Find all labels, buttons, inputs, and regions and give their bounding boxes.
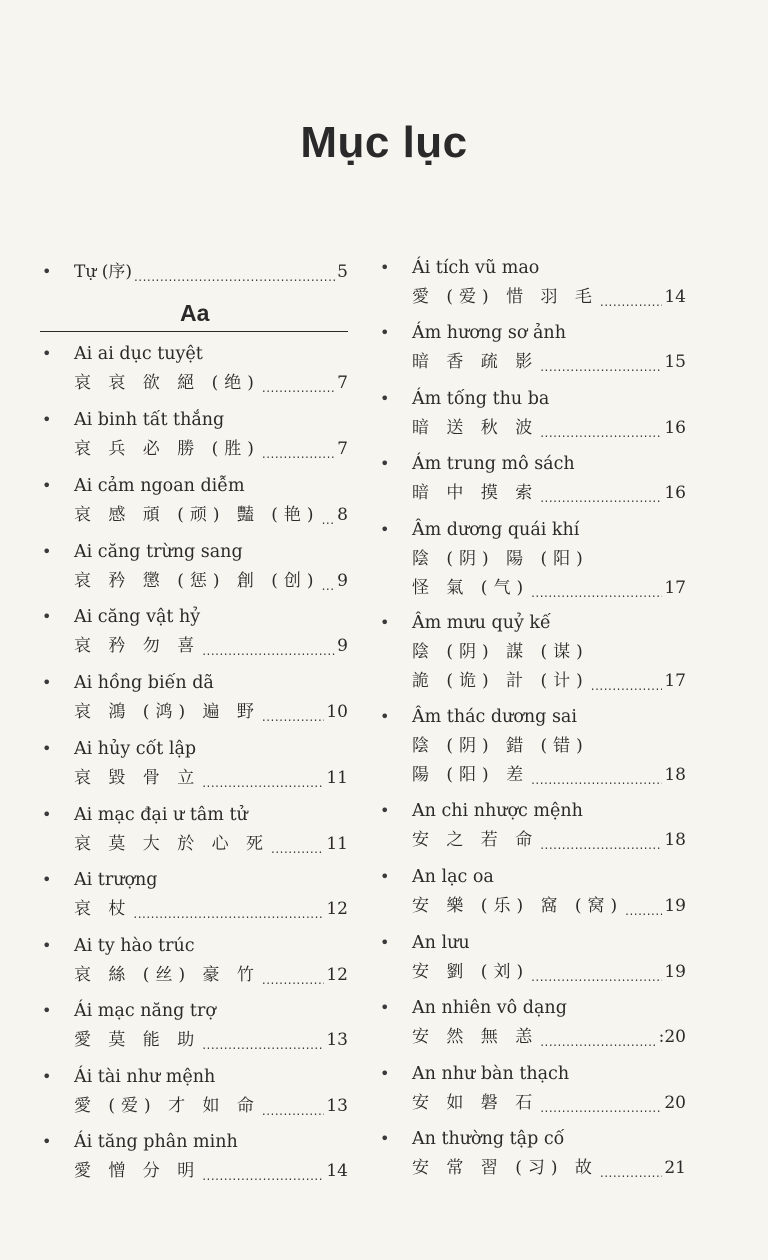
bullet-icon: • <box>42 805 52 824</box>
page-title: Mục lục <box>300 118 468 167</box>
han-characters: 安 之 若 命 <box>412 830 539 850</box>
toc-line <box>412 414 686 442</box>
page-number: 11 <box>326 768 348 788</box>
han-characters: 暗 中 摸 索 <box>412 483 539 503</box>
toc-entry[interactable] <box>378 863 686 922</box>
toc-entry[interactable] <box>40 406 348 465</box>
toc-line <box>412 638 686 666</box>
dot-leader <box>531 761 662 789</box>
han-characters: 安 劉 (刘) <box>412 962 530 982</box>
page-number: 7 <box>337 439 348 459</box>
bullet-icon: • <box>380 1129 390 1148</box>
toc-entry[interactable] <box>40 472 348 531</box>
toc-line <box>412 574 686 602</box>
han-characters: 哀 杖 <box>74 899 132 919</box>
toc-line <box>74 369 348 397</box>
page-number: 21 <box>664 1158 686 1178</box>
toc-entry[interactable] <box>378 994 686 1053</box>
toc-term: Ái tích vũ mao <box>412 258 540 278</box>
han-characters: 陰 (阴) 陽 (阳) <box>412 549 589 569</box>
toc-line <box>412 545 686 573</box>
dot-leader <box>625 892 662 920</box>
toc-entry[interactable] <box>40 669 348 728</box>
toc-term: Ái tài như mệnh <box>74 1067 216 1087</box>
bullet-icon: • <box>42 542 52 561</box>
dot-leader <box>540 1089 662 1117</box>
dot-leader <box>531 958 662 986</box>
toc-line <box>74 764 348 792</box>
toc-line <box>412 283 686 311</box>
toc-term: Ai ai dục tuyệt <box>74 344 203 364</box>
toc-term: Ám hương sơ ảnh <box>412 323 566 343</box>
han-characters: 哀 莫 大 於 心 死 <box>74 834 270 854</box>
toc-term: Ái mạc năng trợ <box>74 1001 216 1021</box>
han-characters: 愛 莫 能 助 <box>74 1030 201 1050</box>
toc-entry[interactable] <box>378 516 686 604</box>
page-number: 19 <box>664 896 686 916</box>
toc-line <box>412 1154 686 1182</box>
han-characters: 哀 感 頑 (顽) 豔 (艳) <box>74 505 320 525</box>
bullet-icon: • <box>380 258 390 277</box>
toc-line <box>74 258 348 286</box>
toc-line <box>412 479 686 507</box>
han-characters: 哀 矜 勿 喜 <box>74 636 201 656</box>
toc-line <box>412 761 686 789</box>
toc-entry[interactable] <box>378 609 686 697</box>
page-number: :20 <box>658 1027 686 1047</box>
toc-line <box>74 632 348 660</box>
bullet-icon: • <box>42 1132 52 1151</box>
dot-leader <box>540 826 662 854</box>
bullet-icon: • <box>380 520 390 539</box>
page-number: 15 <box>664 352 686 372</box>
dot-leader <box>202 1026 324 1054</box>
toc-entry[interactable] <box>40 801 348 860</box>
section-rule <box>40 331 348 332</box>
page-number: 12 <box>326 965 348 985</box>
toc-term: Ám tống thu ba <box>412 389 550 409</box>
bullet-icon: • <box>380 867 390 886</box>
toc-term: Âm dương quái khí <box>412 520 580 540</box>
page-number: 16 <box>664 418 686 438</box>
page-number: 9 <box>337 636 348 656</box>
page-number: 18 <box>664 765 686 785</box>
dot-leader <box>262 435 335 463</box>
toc-entry[interactable] <box>40 538 348 597</box>
han-characters: 愛 憎 分 明 <box>74 1161 201 1181</box>
preface-term: Tự (序) <box>74 262 132 282</box>
page-number: 5 <box>337 262 348 282</box>
han-characters: 哀 毀 骨 立 <box>74 768 201 788</box>
toc-term: Ai hồng biến dã <box>74 673 214 693</box>
dot-leader <box>540 348 662 376</box>
han-characters: 怪 氣 (气) <box>412 578 530 598</box>
dot-leader <box>262 698 324 726</box>
bullet-icon: • <box>42 262 52 281</box>
han-characters: 陰 (阴) 謀 (谋) <box>412 642 589 662</box>
page-number: 12 <box>326 899 348 919</box>
toc-line <box>74 1157 348 1185</box>
page-number: 14 <box>664 287 686 307</box>
bullet-icon: • <box>380 998 390 1017</box>
dot-leader <box>540 479 662 507</box>
toc-entry[interactable] <box>40 340 348 399</box>
han-characters: 哀 哀 欲 絕 (绝) <box>74 373 260 393</box>
toc-entry[interactable] <box>378 319 686 378</box>
toc-term: Ai ty hào trúc <box>74 936 195 956</box>
toc-term: An lưu <box>412 933 470 953</box>
toc-line <box>412 348 686 376</box>
toc-term: Âm mưu quỷ kế <box>412 613 551 633</box>
toc-term: Ai hủy cốt lập <box>74 739 197 759</box>
dot-leader <box>600 283 662 311</box>
page-number: 9 <box>337 571 348 591</box>
dot-leader <box>540 1023 656 1051</box>
toc-entry[interactable] <box>378 703 686 791</box>
toc-term: An nhiên vô dạng <box>412 998 567 1018</box>
page-number: 8 <box>337 505 348 525</box>
toc-entry[interactable] <box>40 1063 348 1122</box>
dot-leader <box>262 369 335 397</box>
page-number: 16 <box>664 483 686 503</box>
dot-leader <box>322 567 336 595</box>
toc-entry[interactable] <box>40 997 348 1056</box>
bullet-icon: • <box>380 1064 390 1083</box>
han-characters: 暗 香 疏 影 <box>412 352 539 372</box>
toc-entry[interactable] <box>40 735 348 794</box>
han-characters: 愛 (爱) 惜 羽 毛 <box>412 287 598 307</box>
dot-leader <box>134 258 335 286</box>
page-number: 18 <box>664 830 686 850</box>
toc-term: An như bàn thạch <box>412 1064 570 1084</box>
toc-line <box>74 1026 348 1054</box>
toc-entry[interactable] <box>378 450 686 509</box>
dot-leader <box>322 501 336 529</box>
toc-entry-preface[interactable] <box>40 258 348 288</box>
page-number: 10 <box>326 702 348 722</box>
toc-entry[interactable] <box>378 797 686 856</box>
toc-entry[interactable] <box>378 254 686 313</box>
han-characters: 安 樂 (乐) 窩 (窝) <box>412 896 624 916</box>
toc-entry[interactable] <box>40 603 348 662</box>
page-number: 17 <box>664 578 686 598</box>
toc-term: Ai căng vật hỷ <box>74 607 201 627</box>
dot-leader <box>133 895 324 923</box>
han-characters: 安 常 習 (习) 故 <box>412 1158 598 1178</box>
toc-line <box>74 698 348 726</box>
dot-leader <box>271 830 324 858</box>
bullet-icon: • <box>380 323 390 342</box>
toc-line <box>412 892 686 920</box>
han-characters: 哀 矜 懲 (惩) 創 (创) <box>74 571 320 591</box>
dot-leader <box>202 764 324 792</box>
page-number: 13 <box>326 1030 348 1050</box>
page-number: 7 <box>337 373 348 393</box>
toc-term: Ai căng trừng sang <box>74 542 243 562</box>
han-characters: 暗 送 秋 波 <box>412 418 539 438</box>
dot-leader <box>531 574 662 602</box>
bullet-icon: • <box>42 476 52 495</box>
bullet-icon: • <box>380 933 390 952</box>
bullet-icon: • <box>42 607 52 626</box>
section-heading: Aa <box>180 300 210 326</box>
han-characters: 安 如 磐 石 <box>412 1093 539 1113</box>
han-characters: 愛 (爱) 才 如 命 <box>74 1096 260 1116</box>
toc-term: Ái tăng phân minh <box>74 1132 238 1152</box>
toc-line <box>74 567 348 595</box>
toc-line <box>412 1023 686 1051</box>
toc-term: Ai binh tất thắng <box>74 410 225 430</box>
bullet-icon: • <box>42 870 52 889</box>
toc-line <box>74 1092 348 1120</box>
han-characters: 哀 兵 必 勝 (胜) <box>74 439 260 459</box>
bullet-icon: • <box>42 1067 52 1086</box>
dot-leader <box>262 961 324 989</box>
bullet-icon: • <box>42 673 52 692</box>
bullet-icon: • <box>42 936 52 955</box>
toc-entry[interactable] <box>378 929 686 988</box>
page-number: 13 <box>326 1096 348 1116</box>
dot-leader <box>600 1154 662 1182</box>
toc-line <box>412 958 686 986</box>
page-number: 11 <box>326 834 348 854</box>
bullet-icon: • <box>380 707 390 726</box>
toc-entry[interactable] <box>40 866 348 925</box>
toc-line <box>412 826 686 854</box>
dot-leader <box>262 1092 324 1120</box>
dot-leader <box>202 1157 324 1185</box>
toc-entry[interactable] <box>378 385 686 444</box>
toc-line <box>74 501 348 529</box>
bullet-icon: • <box>380 613 390 632</box>
toc-term: An lạc oa <box>412 867 494 887</box>
toc-line <box>412 667 686 695</box>
toc-line <box>412 732 686 760</box>
page-number: 19 <box>664 962 686 982</box>
han-characters: 哀 鴻 (鸿) 遍 野 <box>74 702 260 722</box>
toc-line <box>74 435 348 463</box>
toc-term: Ai mạc đại ư tâm tử <box>74 805 248 825</box>
dot-leader <box>202 632 335 660</box>
bullet-icon: • <box>42 410 52 429</box>
toc-entry[interactable] <box>378 1125 686 1184</box>
han-characters: 安 然 無 恙 <box>412 1027 539 1047</box>
toc-term: Ai trượng <box>74 870 158 890</box>
toc-term: Ai cảm ngoan diễm <box>74 476 245 496</box>
bullet-icon: • <box>380 454 390 473</box>
dot-leader <box>591 667 663 695</box>
bullet-icon: • <box>42 344 52 363</box>
han-characters: 哀 絲 (丝) 豪 竹 <box>74 965 260 985</box>
bullet-icon: • <box>380 389 390 408</box>
toc-term: Ám trung mô sách <box>412 454 575 474</box>
page-number: 14 <box>326 1161 348 1181</box>
bullet-icon: • <box>380 801 390 820</box>
bullet-icon: • <box>42 739 52 758</box>
page-number: 20 <box>664 1093 686 1113</box>
page-number: 17 <box>664 671 686 691</box>
toc-entry[interactable] <box>40 932 348 991</box>
toc-entry[interactable] <box>40 1128 348 1187</box>
toc-line <box>74 830 348 858</box>
han-characters: 陽 (阳) 差 <box>412 765 530 785</box>
bullet-icon: • <box>42 1001 52 1020</box>
han-characters: 詭 (诡) 計 (计) <box>412 671 589 691</box>
toc-line <box>74 961 348 989</box>
toc-term: Âm thác dương sai <box>412 707 577 727</box>
dot-leader <box>540 414 662 442</box>
toc-term: An chi nhược mệnh <box>412 801 583 821</box>
han-characters: 陰 (阴) 錯 (错) <box>412 736 589 756</box>
toc-line <box>412 1089 686 1117</box>
toc-term: An thường tập cố <box>412 1129 565 1149</box>
toc-line <box>74 895 348 923</box>
toc-entry[interactable] <box>378 1060 686 1119</box>
